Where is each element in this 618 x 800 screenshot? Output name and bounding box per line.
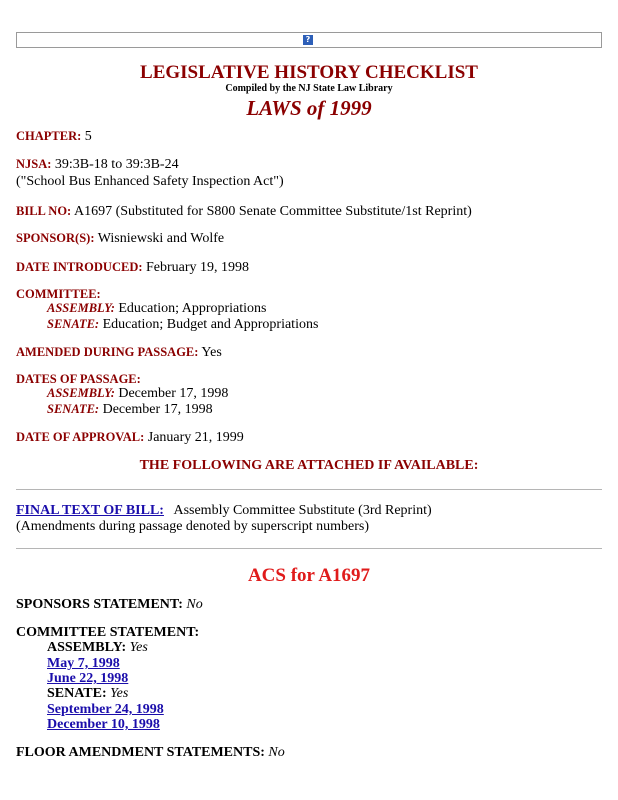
chapter-label: CHAPTER: (16, 129, 82, 143)
acs-heading: ACS for A1697 (247, 565, 371, 586)
attached-heading: THE FOLLOWING ARE ATTACHED IF AVAILABLE: (139, 458, 479, 473)
help-icon[interactable]: ? (303, 35, 313, 45)
top-frame-bar (16, 32, 602, 48)
assembly-statement-link-june[interactable]: June 22, 1998 (47, 671, 129, 686)
compiled-by: Compiled by the NJ State Law Library (225, 83, 393, 94)
introduced-value: February 19, 1998 (146, 260, 250, 275)
statement-senate-row (47, 686, 128, 702)
introduced-row (16, 260, 249, 276)
sponsors-statement-row (16, 597, 203, 613)
sponsor-row (16, 231, 224, 247)
bill-label: BILL NO: (16, 204, 72, 218)
passage-senate-row (47, 402, 213, 418)
amended-value: Yes (201, 345, 222, 360)
sponsor-label: SPONSOR(S): (16, 231, 95, 245)
bill-row (16, 204, 472, 220)
statement-senate-value: Yes (110, 686, 129, 701)
committee-senate-value: Education; Budget and Appropriations (102, 317, 319, 332)
floor-amendment-label: FLOOR AMENDMENT STATEMENTS: (16, 745, 265, 760)
njsa-row (16, 157, 179, 173)
sponsors-statement-label: SPONSORS STATEMENT: (16, 597, 183, 612)
committee-senate-label: SENATE: (47, 317, 100, 331)
introduced-label: DATE INTRODUCED: (16, 260, 143, 274)
bill-value: A1697 (Substituted for S800 Senate Committee Substitute/1st Reprint) (73, 204, 472, 219)
senate-statement-link-december[interactable]: December 10, 1998 (47, 717, 160, 732)
amended-row (16, 345, 222, 361)
final-text-value: Assembly Committee Substitute (3rd Reprint) (173, 503, 432, 518)
statement-senate-label: SENATE: (47, 686, 107, 701)
divider (16, 489, 602, 490)
approval-label: DATE OF APPROVAL: (16, 430, 145, 444)
sponsor-value: Wisniewski and Wolfe (97, 231, 225, 246)
njsa-label: NJSA: (16, 157, 52, 171)
njsa-value: 39:3B-18 to 39:3B-24 (54, 157, 179, 172)
statement-assembly-value: Yes (129, 640, 148, 655)
laws-year-heading: LAWS of 1999 (246, 96, 372, 120)
amended-label: AMENDED DURING PASSAGE: (16, 345, 199, 359)
chapter-value: 5 (84, 129, 92, 144)
committee-heading: COMMITTEE: (16, 287, 101, 301)
passage-heading: DATES OF PASSAGE: (16, 372, 141, 386)
passage-assembly-value: December 17, 1998 (118, 386, 229, 401)
senate-statement-link-september[interactable]: September 24, 1998 (47, 702, 164, 717)
divider (16, 548, 602, 549)
sponsors-statement-value: No (186, 597, 203, 612)
committee-senate-row (47, 317, 318, 333)
approval-row (16, 430, 244, 446)
statement-assembly-row (47, 640, 148, 656)
floor-amendment-value: No (268, 745, 285, 760)
final-text-link[interactable]: FINAL TEXT OF BILL: (16, 503, 164, 518)
assembly-statement-link-may[interactable]: May 7, 1998 (47, 656, 120, 671)
final-text-row (16, 503, 432, 519)
chapter-row (16, 129, 92, 145)
passage-senate-label: SENATE: (47, 402, 100, 416)
passage-senate-value: December 17, 1998 (102, 402, 213, 417)
statement-assembly-label: ASSEMBLY: (47, 640, 127, 655)
committee-assembly-row (47, 301, 267, 317)
njsa-act-name: ("School Bus Enhanced Safety Inspection Act") (16, 174, 284, 189)
committee-assembly-label: ASSEMBLY: (47, 301, 115, 315)
passage-assembly-row (47, 386, 228, 402)
committee-assembly-value: Education; Appropriations (118, 301, 267, 316)
page-title: LEGISLATIVE HISTORY CHECKLIST (140, 62, 478, 83)
passage-assembly-label: ASSEMBLY: (47, 386, 115, 400)
approval-value: January 21, 1999 (147, 430, 244, 445)
committee-statement-label: COMMITTEE STATEMENT: (16, 625, 200, 640)
floor-amendment-row (16, 745, 285, 761)
final-text-note: (Amendments during passage denoted by superscript numbers) (16, 519, 370, 534)
